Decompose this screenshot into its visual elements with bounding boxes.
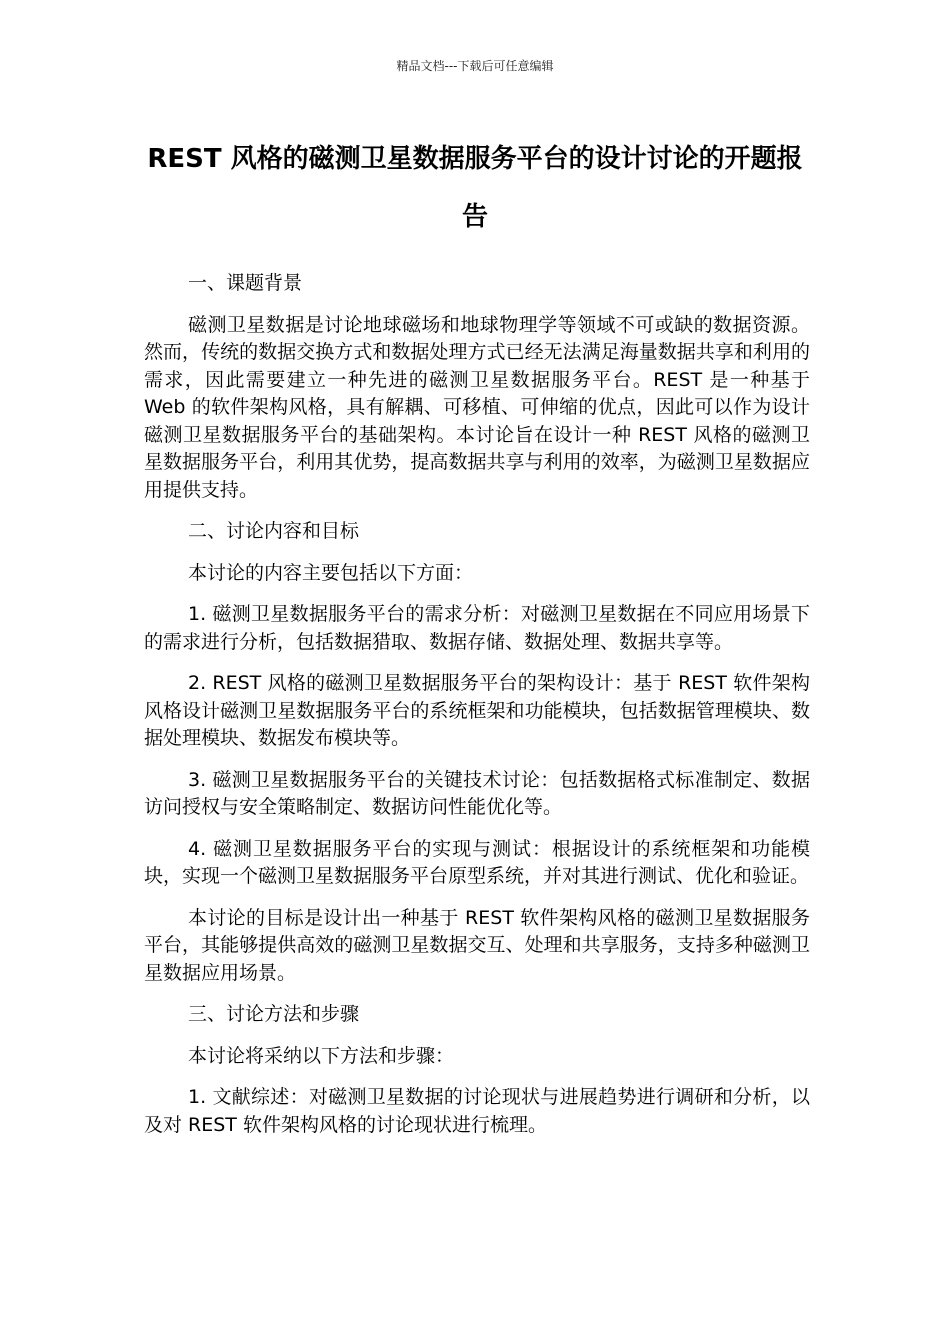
section-heading-content-goals: 二、讨论内容和目标 xyxy=(188,520,360,542)
list-item-4: 4. 磁测卫星数据服务平台的实现与测试：根据设计的系统框架和功能模块，实现一个磁测卫星数据服务平台原型系统，并对其进行测试、优化和验证。 xyxy=(144,837,810,887)
header-note: 精品文档---下载后可任意编辑 xyxy=(396,59,554,73)
section-heading-methods: 三、讨论方法和步骤 xyxy=(188,1003,360,1025)
section-heading-background: 一、课题背景 xyxy=(188,272,303,294)
list-item-3: 3. 磁测卫星数据服务平台的关键技术讨论：包括数据格式标准制定、数据访问授权与安全策略制定、数据访问性能优化等。 xyxy=(144,768,810,818)
list-item-1: 1. 磁测卫星数据服务平台的需求分析：对磁测卫星数据在不同应用场景下的需求进行分析，包括数据猎取、数据存储、数据处理、数据共享等。 xyxy=(144,603,810,653)
document-title: REST 风格的磁测卫星数据服务平台的设计讨论的开题报告 xyxy=(147,144,803,232)
paragraph-content-intro: 本讨论的内容主要包括以下方面： xyxy=(188,561,474,584)
method-item-1: 1. 文献综述：对磁测卫星数据的讨论现状与进展趋势进行调研和分析，以及对 REST 软件架构风格的讨论现状进行梳理。 xyxy=(144,1086,810,1136)
paragraph-background: 磁测卫星数据是讨论地球磁场和地球物理学等领域不可或缺的数据资源。然而，传统的数据交换方式和数据处理方式已经无法满足海量数据共享和利用的需求，因此需要建立一种先进的磁测卫星数据服务平台。REST 是一种基于 Web 的软件架构风格，具有解耦、可移植、可伸缩的优点，因此可以作为设计磁测卫星数据服务平台的基础架构。本讨论旨在设计一种 REST 风格的磁测卫星数据服务平台，利用其优势，提高数据共享与利用的效率，为磁测卫星数据应用提供支持。 xyxy=(144,313,810,501)
list-item-2: 2. REST 风格的磁测卫星数据服务平台的架构设计：基于 REST 软件架构风格设计磁测卫星数据服务平台的系统框架和功能模块，包括数据管理模块、数据处理模块、数据发布模块等。 xyxy=(144,672,810,749)
paragraph-goals: 本讨论的目标是设计出一种基于 REST 软件架构风格的磁测卫星数据服务平台，其能够提供高效的磁测卫星数据交互、处理和共享服务，支持多种磁测卫星数据应用场景。 xyxy=(144,906,810,984)
paragraph-methods-intro: 本讨论将采纳以下方法和步骤： xyxy=(188,1044,455,1067)
document-body xyxy=(144,270,810,1153)
